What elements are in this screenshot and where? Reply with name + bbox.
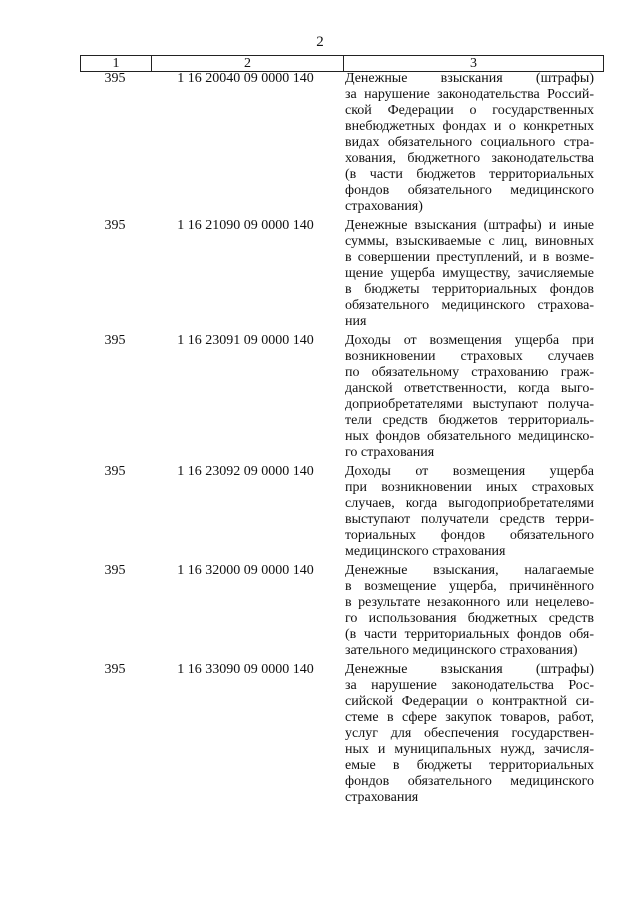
admin-code-cell: 395 [104, 662, 126, 677]
description-line: го использования бюджетных средств [345, 611, 594, 626]
header-col-1: 1 [81, 56, 152, 71]
table-row [80, 662, 602, 806]
page-number: 2 [316, 34, 324, 50]
description-line: услуг для обеспечения государствен- [345, 726, 594, 741]
description-line: видах обязательного социального стра- [345, 135, 594, 150]
description-cell [341, 333, 602, 461]
description-line: данской ответственности, когда выго- [345, 381, 594, 396]
description-line: страхования [345, 790, 419, 805]
kbk-code-cell: 1 16 20040 09 0000 140 [177, 71, 314, 86]
admin-code-cell: 395 [104, 464, 126, 479]
description-line: хования, бюджетного законодательства [345, 151, 594, 166]
description-line: стеме в сфере закупок товаров, работ, [345, 710, 594, 725]
description-cell [341, 71, 602, 215]
description-line: медицинского страхования [345, 544, 506, 559]
description-cell [341, 563, 602, 659]
description-line: Доходы от возмещения ущерба при [345, 333, 594, 348]
description-line: страхования) [345, 199, 423, 214]
description-line: за нарушение законодательства Рос- [345, 678, 594, 693]
kbk-code-cell: 1 16 23092 09 0000 140 [177, 464, 314, 479]
description-line: ных и муниципальных нужд, зачисля- [345, 742, 594, 757]
admin-code-cell: 395 [104, 563, 126, 578]
description-line: (в части территориальных фондов обя- [345, 627, 594, 642]
table-row [80, 333, 602, 461]
description-line: (в части бюджетов территориальных [345, 167, 594, 182]
description-line: фондов обязательного медицинского [345, 183, 594, 198]
description-cell [341, 464, 602, 560]
kbk-code-cell: 1 16 23091 09 0000 140 [177, 333, 314, 348]
description-line: фондов обязательного медицинского [345, 774, 594, 789]
description-line: ской Федерации о государственных [345, 103, 594, 118]
admin-code-cell: 395 [104, 71, 126, 86]
description-line: доприобретателями выступают получа- [345, 397, 594, 412]
description-line: щение ущерба имуществу, зачисляемые [345, 266, 594, 281]
description-line: в возмещение ущерба, причинённого [345, 579, 594, 594]
description-cell [341, 662, 602, 806]
description-line: ных фондов обязательного медицинско- [345, 429, 594, 444]
description-line: Денежные взыскания (штрафы) и иные [345, 218, 594, 233]
description-line: Денежные взыскания, налагаемые [345, 563, 594, 578]
description-line: за нарушение законодательства Россий- [345, 87, 594, 102]
description-line: суммы, взыскиваемые с лиц, виновных [345, 234, 594, 249]
header-col-3: 3 [470, 56, 477, 71]
table-row [80, 464, 602, 560]
description-line: выступают получатели средств терри- [345, 512, 594, 527]
description-line: возникновении страховых случаев [345, 349, 594, 364]
description-line: ториальных фондов обязательного [345, 528, 594, 543]
description-line: внебюджетных фондах и о конкретных [345, 119, 594, 134]
table-row [80, 71, 602, 215]
table-body [80, 71, 602, 809]
description-line: при возникновении иных страховых [345, 480, 594, 495]
description-line: обязательного медицинского страхова- [345, 298, 594, 313]
table-row [80, 218, 602, 330]
description-line: по обязательному страхованию граж- [345, 365, 594, 380]
kbk-code-cell: 1 16 32000 09 0000 140 [177, 563, 314, 578]
table-row [80, 563, 602, 659]
table-header [80, 55, 604, 72]
description-line: в совершении преступлений, и в возме- [345, 250, 594, 265]
description-line: зательного медицинского страхования) [345, 643, 578, 658]
description-line: случаев, когда выгодоприобретателями [345, 496, 594, 511]
description-line: Доходы от возмещения ущерба [345, 464, 594, 479]
description-line: Денежные взыскания (штрафы) [345, 662, 594, 677]
description-cell [341, 218, 602, 330]
kbk-code-cell: 1 16 33090 09 0000 140 [177, 662, 314, 677]
admin-code-cell: 395 [104, 333, 126, 348]
admin-code-cell: 395 [104, 218, 126, 233]
kbk-code-cell: 1 16 21090 09 0000 140 [177, 218, 314, 233]
description-line: Денежные взыскания (штрафы) [345, 71, 594, 86]
description-line: ния [345, 314, 367, 329]
description-line: емые в бюджеты территориальных [345, 758, 594, 773]
description-line: в бюджеты территориальных фондов [345, 282, 594, 297]
description-line: сийской Федерации о контрактной си- [345, 694, 594, 709]
header-col-2: 2 [152, 56, 344, 71]
description-line: в результате незаконного или нецелево- [345, 595, 594, 610]
description-line: го страхования [345, 445, 435, 460]
description-line: тели средств бюджетов территориаль- [345, 413, 594, 428]
